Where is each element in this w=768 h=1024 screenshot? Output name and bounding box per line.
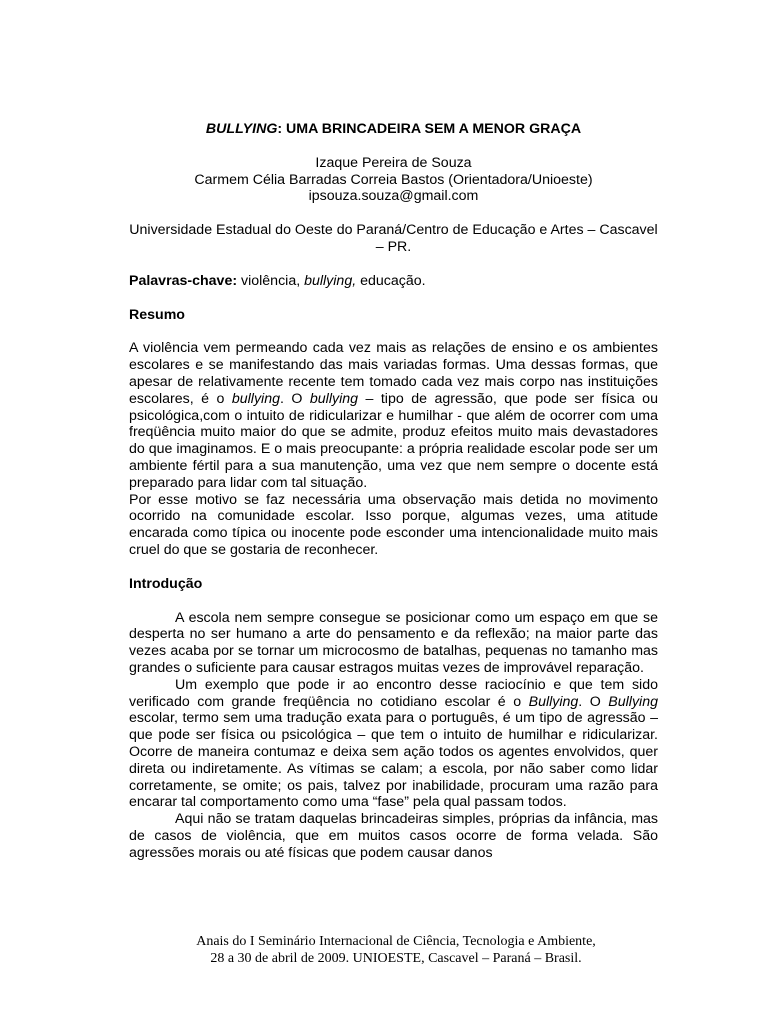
keywords [129,273,658,290]
keyword-text: violência, [237,272,305,289]
title-rest: : UMA BRINCADEIRA SEM A MENOR GRAÇA [277,121,582,137]
author-block [129,155,658,205]
affiliation: Universidade Estadual do Oeste do Paraná/Centro de Educação e Artes – Cascavel – PR. [129,222,658,255]
page-footer [100,934,692,967]
abstract-paragraph: Por esse motivo se faz necessária uma observação mais detida no movimento ocorrido na comunidade escolar. Isso porque, algumas vezes, uma atitude encarada como típica ou inocente pode esconder uma intencionalidade muito mais cruel do que se gostaria de reconhecer. [129,491,658,558]
abstract-heading: Resumo [129,306,185,323]
intro-paragraph: Um exemplo que pode ir ao encontro desse raciocínio e que tem sido verificado com grande freqüência no cotidiano escolar é o Bullying. O Bullying escolar, termo sem uma tradução exata para o português, é um tipo de agressão – que pode ser física ou psicológica – que tem o intuito de humilhar e ridicularizar. Ocorre de maneira contumaz e deixa sem ação todos os agentes envolvidos, quer direta ou indiretamente. As vítimas se calam; a escola, por não saber como lidar corretamente, se omite; os pais, talvez por inabilidade, procuram uma razão para encarar tal comportamento como uma “fase” pela qual passam todos. [129,676,658,811]
keyword-text: educação. [356,272,426,289]
footer-line: Anais do I Seminário Internacional de Ciência, Tecnologia e Ambiente, [196,934,596,949]
author-name: Izaque Pereira de Souza [315,154,472,171]
keyword-italic: bullying, [304,272,357,289]
author-email: ipsouza.souza@gmail.com [308,188,479,205]
advisor-name: Carmem Célia Barradas Correia Bastos (Orientadora/Unioeste) [194,171,593,188]
intro-paragraph: A escola nem sempre consegue se posicionar como um espaço em que se desperta no ser humano a arte do pensamento e da reflexão; na maior parte das vezes acaba por se tornar um microcosmo de batalhas, pequenas no tamanho mas grandes o suficiente para causar estragos muitas vezes de improvável reparação. [129,609,658,676]
intro-paragraph: Aqui não se tratam daquelas brincadeiras simples, próprias da infância, mas de casos de violência, que em muitos casos ocorre de forma velada. São agressões morais ou até físicas que podem causar danos [129,811,658,861]
document-body [129,121,658,861]
title-italic: BULLYING [205,121,278,137]
footer-line: 28 a 30 de abril de 2009. UNIOESTE, Cascavel – Paraná – Brasil. [210,950,582,966]
keywords-label: Palavras-chave: [129,272,238,289]
introduction-heading: Introdução [129,575,203,592]
abstract-paragraph: A violência vem permeando cada vez mais as relações de ensino e os ambientes escolares e se manifestando das mais variadas formas. Uma dessas formas, que apesar de relativamente recente tem tomado cada vez mais corpo nas instituições escolares, é o bullying. O bullying – tipo de agressão, que pode ser física ou psicológica,com o intuito de ridicularizar e humilhar - que além de ocorrer com uma freqüência muito maior do que se admite, produz efeitos muito mais devastadores do que imaginamos. E o mais preocupante: a própria realidade escolar pode ser um ambiente fértil para a sua manutenção, uma vez que nem sempre o docente está preparado para lidar com tal situação. [129,340,658,491]
paper-title [129,121,658,138]
